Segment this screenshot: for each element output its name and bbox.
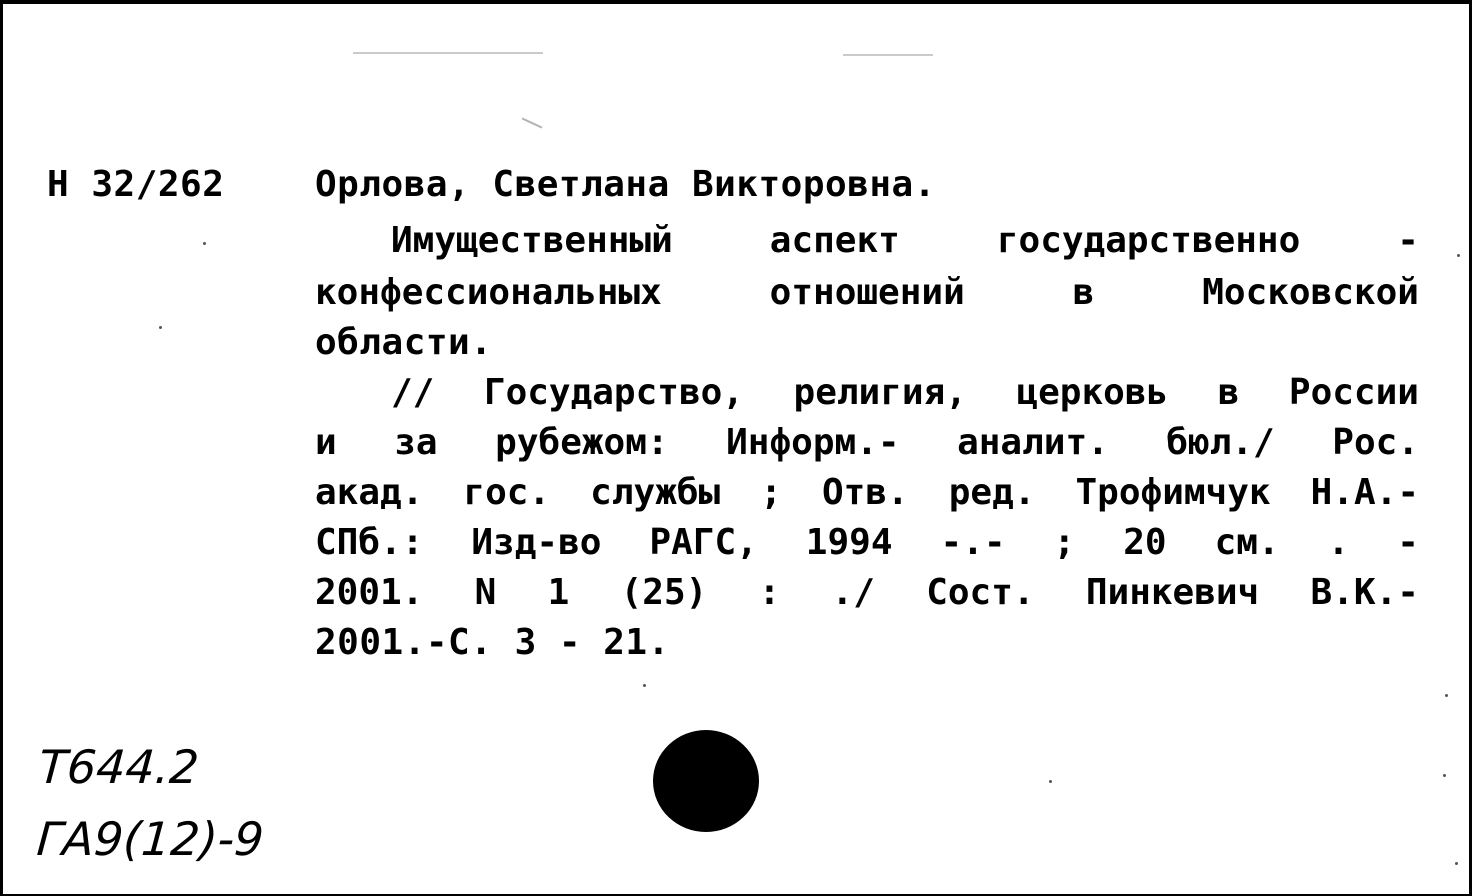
source-word: и xyxy=(315,422,337,463)
scan-noise xyxy=(1443,774,1446,777)
source-word: России xyxy=(1288,372,1419,413)
title-word: государственно xyxy=(996,220,1301,261)
source-word: Отв. xyxy=(822,472,909,513)
source-word: Сост. xyxy=(926,572,1035,613)
shelf-mark-2: ГА9(12)-9 xyxy=(35,812,266,866)
source-word: церковь xyxy=(1016,372,1169,413)
source-word: 1 xyxy=(547,572,570,613)
source-line-1 xyxy=(391,372,1419,413)
source-word: 2001. xyxy=(315,572,424,613)
source-word: // xyxy=(391,372,435,413)
source-word: Н.А.- xyxy=(1310,472,1419,513)
source-word: ; xyxy=(760,472,782,513)
scan-noise xyxy=(203,242,206,245)
source-word: (25) xyxy=(620,572,708,613)
title-word: конфессиональных xyxy=(315,272,662,313)
title-word: Московской xyxy=(1202,272,1419,313)
source-line-6: 2001.-С. 3 - 21. xyxy=(315,622,670,663)
source-word: В.К.- xyxy=(1310,572,1419,613)
source-word: рубежом: xyxy=(495,422,669,463)
source-word: Информ.- xyxy=(726,422,900,463)
scan-noise xyxy=(159,326,162,329)
source-line-3 xyxy=(315,472,1419,513)
punch-hole xyxy=(653,730,759,832)
scan-noise xyxy=(843,54,933,56)
source-word: за xyxy=(394,422,438,463)
scan-noise xyxy=(1457,254,1460,257)
source-word: Изд-во xyxy=(471,522,602,563)
source-word: ./ xyxy=(831,572,875,613)
source-word: бюл./ xyxy=(1166,422,1275,463)
source-word: -.- xyxy=(940,522,1006,563)
title-word: - xyxy=(1397,220,1419,261)
source-word: N xyxy=(474,572,497,613)
source-word: аналит. xyxy=(957,422,1109,463)
scan-noise xyxy=(1445,694,1448,697)
title-word: Имущественный xyxy=(391,220,673,261)
source-line-5 xyxy=(315,572,1419,613)
scan-noise xyxy=(1049,780,1052,783)
source-word: Государство, xyxy=(483,372,744,413)
scan-noise xyxy=(353,52,543,54)
title-word: отношений xyxy=(769,272,965,313)
title-line-2 xyxy=(315,272,1419,313)
source-line-2 xyxy=(315,422,1419,463)
scan-noise xyxy=(1455,862,1458,865)
source-word: . xyxy=(1327,522,1350,563)
source-word: Рос. xyxy=(1332,422,1419,463)
title-word: в xyxy=(1072,272,1095,313)
source-word: 20 xyxy=(1123,522,1167,563)
title-word: аспект xyxy=(769,220,900,261)
author-line: Орлова, Светлана Викторовна. xyxy=(315,164,936,205)
title-line-1 xyxy=(391,220,1419,261)
source-word: гос. xyxy=(463,472,551,513)
source-word: 1994 xyxy=(805,522,893,563)
source-word: акад. xyxy=(315,472,424,513)
source-word: - xyxy=(1397,522,1419,563)
source-word: СПб.: xyxy=(315,522,424,563)
source-word: религия, xyxy=(793,372,967,413)
shelf-mark-1: Т644.2 xyxy=(37,740,201,794)
source-word: Пинкевич xyxy=(1085,572,1260,613)
scan-noise xyxy=(643,684,646,687)
source-line-4 xyxy=(315,522,1419,563)
scan-noise xyxy=(522,117,543,128)
source-word: см. xyxy=(1214,522,1280,563)
source-word: : xyxy=(758,572,781,613)
source-word: Трофимчук xyxy=(1075,472,1271,513)
source-word: ; xyxy=(1053,522,1076,563)
source-word: ред. xyxy=(948,472,1036,513)
title-line-3: области. xyxy=(315,322,493,363)
source-word: службы xyxy=(590,472,721,513)
source-word: в xyxy=(1217,372,1240,413)
call-number: Н 32/262 xyxy=(47,164,225,205)
source-word: РАГС, xyxy=(649,522,758,563)
